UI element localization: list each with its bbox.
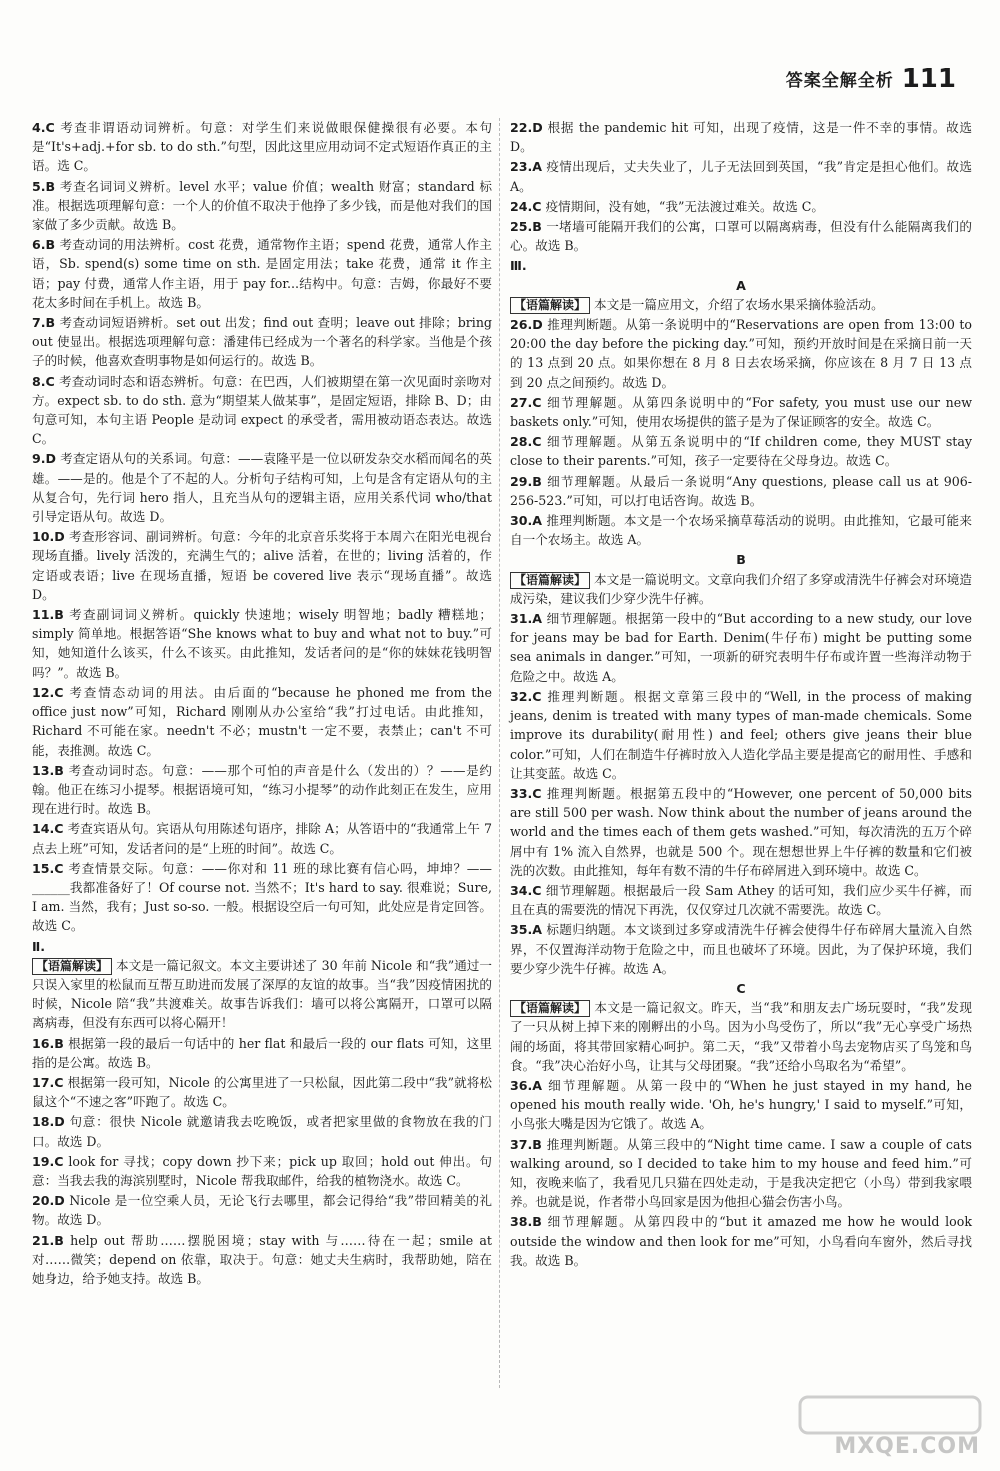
answer-explanation: 考查形容词、副词辨析。句意：今年的北京音乐奖将于本周六在阳光电视台现场直播。lively 活泼的，充满生气的；alive 活着，在世的；living 活着的，作定语或表语；live 在现场直播，短语 be covered live 表示“现场直播”。故选 D。: [32, 529, 492, 602]
answer-number: 20.D: [32, 1193, 65, 1209]
answer-item: [32, 1191, 492, 1229]
answer-explanation: 考查宾语从句。宾语从句用陈述句语序，排除 A；从答语中的“我通常上午 7 点去上班”可知，发话者问的是“上班的时间”。故选 C。: [32, 821, 492, 856]
answer-number: 17.C: [32, 1074, 64, 1090]
answer-item: [510, 432, 972, 470]
answer-number: 31.A: [510, 611, 543, 627]
page-number: 111: [901, 64, 956, 94]
passage-c-reading: 【语篇解读】 本文是一篇记叙文。昨天，当“我”和朋友去广场玩耍时，“我”发现了一只从树上掉下来的刚孵出的小鸟。因为小鸟受伤了，所以“我”无心享受广场热闹的场面，将其带回家精心呵护。第二天，“我”又带着小鸟去宠物店买了鸟笼和鸟食。“我”决心治好小鸟，让其与父母团聚。“我”还给小鸟取名为“希望”。: [510, 1000, 972, 1073]
answer-explanation: 疫情出现后，丈夫失业了，儿子无法回到英国，“我”肯定是担心他们。故选 A。: [510, 159, 972, 194]
answer-number: 33.C: [510, 785, 542, 801]
answer-explanation: help out 帮助……摆脱困境；stay with 与……待在一起；smile at 对……微笑；depend on 依靠，取决于。句意：她丈夫生病时，我帮助她，陪在她身边，给予她支持。故选 B。: [32, 1232, 492, 1286]
reading-tag: 【语篇解读】: [32, 958, 112, 975]
answer-item: [32, 235, 492, 312]
answer-number: 24.C: [510, 198, 542, 214]
answer-number: 36.A: [510, 1077, 543, 1093]
answer-item: [510, 217, 972, 255]
answer-item: [510, 393, 972, 431]
right-column: [510, 118, 972, 1271]
answer-number: 38.B: [510, 1214, 542, 1230]
answer-item: [32, 527, 492, 604]
answer-explanation: 细节理解题。根据第一段中的“But according to a new study, our love for jeans may be bad for Earth. Denim(牛仔布) might be putting some sea animals in danger.”可知，一项新的研究表明牛仔布或许置一些海洋动物于危险之中。故选 A。: [510, 611, 972, 684]
answer-number: 27.C: [510, 394, 542, 410]
passage-c-letter: C: [736, 980, 746, 996]
answer-explanation: 根据第一段可知，Nicole 的公寓里进了一只松鼠，因此第二段中“我”就将松鼠这个“不速之客”吓跑了。故选 C。: [32, 1074, 492, 1110]
answer-item: [510, 118, 972, 156]
answer-number: 8.C: [32, 373, 55, 389]
answer-explanation: 推理判断题。根据第五段中的“However, one percent of 50,000 bits are still 500 per wash. Now think about the number of jeans around the world and the times each of them gets washed.”可知，每次清洗的五万个碎屑中有 1% 流入自然界，也就是 500 个。现在想想世界上牛仔裤的数量和它们被洗的次数。由此推知，每年有数不清的牛仔布碎屑进入到环境中。故选 C。: [510, 785, 972, 878]
answer-item: [32, 1112, 492, 1150]
answer-item: [32, 177, 492, 235]
answer-number: 4.C: [32, 120, 55, 135]
answer-number: 35.A: [510, 922, 543, 938]
answer-explanation: 考查情景交际。句意：——你对和 11 班的球比赛有信心吗，坤坤？——______我都准备好了！Of course not. 当然不；It's hard to say. 很难说；Sure, I am. 当然，我有；Just so-so. 一般。根据设空后一句可知，此处应是肯定回答。故选 C。: [32, 860, 492, 934]
answer-number: 23.A: [510, 159, 543, 175]
answer-item: [510, 157, 972, 195]
section-two-reading: 【语篇解读】 本文是一篇记叙文。本文主要讲述了 30 年前 Nicole 和“我”通过一只误入家里的松鼠而互帮互助进而发展了深厚的友谊的故事。当“我”因疫情困扰的时候，Nicole 陪“我”共渡难关。故事告诉我们：墙可以将公寓隔开，口罩可以隔离病毒，但没有东西可以将心隔开！: [32, 957, 492, 1031]
answer-item: [32, 859, 492, 936]
answer-item: [510, 1212, 972, 1270]
left-column: [32, 118, 492, 1289]
answer-explanation: 根据 the pandemic hit 可知，出现了疫情，这是一件不幸的事情。故选 D。: [510, 120, 972, 155]
answer-explanation: 一堵墙可能隔开我们的公寓，口罩可以隔离病毒，但没有什么能隔离我们的心。故选 B。: [510, 219, 972, 254]
answer-number: 16.B: [32, 1035, 64, 1051]
answer-explanation: 细节理解题。从第一段中的“When he just stayed in my hand, he opened his mouth really wide. 'Oh, he's hungry,' I said to myself.”可知，小鸟张大嘴是因为它饿了。故选 A。: [510, 1077, 972, 1132]
answer-explanation: 考查情态动词的用法。由后面的“because he phoned me from the office just now”可知，Richard 刚刚从办公室给“我”打过电话。由此推知，Richard 不可能在家。needn't 不必；mustn't 一定不要，表禁止；can't 不可能，表推测。故选 C。: [32, 684, 492, 758]
column-divider: [499, 118, 500, 1388]
answer-item: [32, 1073, 492, 1111]
passage-b-letter: B: [736, 552, 746, 568]
reading-tag: 【语篇解读】: [510, 1000, 590, 1017]
answer-item: [510, 1076, 972, 1134]
answer-explanation: 细节理解题。根据最后一段 Sam Athey 的话可知，我们应少买牛仔裤，而且在真的需要洗的情况下再洗，仅仅穿过几次就不需要洗。故选 C。: [510, 882, 972, 918]
answer-item: [510, 609, 972, 686]
answer-item: [32, 605, 492, 682]
answer-number: 26.D: [510, 317, 543, 333]
answer-item: [32, 118, 492, 176]
answer-explanation: 标题归纳题。本文谈到过多穿或清洗牛仔裤会使得牛仔布碎屑大量流入自然界，不仅置海洋动物于危险之中，而且也破坏了环境。因此，为了保护环境，我们要少穿少洗牛仔裤。故选 A。: [510, 922, 972, 976]
answer-item: [32, 313, 492, 371]
answer-explanation: 考查副词词义辨析。quickly 快速地；wisely 明智地；badly 糟糕地；simply 简单地。根据答语“She knows what to buy and what not to buy.”可知，她知道什么该买，什么不该买。由此推知，发话者问的是“你的妹妹花钱明智吗？”。故选 B。: [32, 607, 492, 680]
passage-a-letter: A: [736, 277, 746, 293]
answer-explanation: 考查动词时态和语态辨析。句意：在巴西，人们被期望在第一次见面时亲吻对方。expect sb. to do sth. 意为“期望某人做某事”，是固定短语，排除 B、D；由句意可知，本句主语 People 是动词 expect 的承受者，需用被动语态表达。故选 C。: [32, 373, 492, 447]
answer-item: [510, 315, 972, 392]
answer-number: 12.C: [32, 684, 64, 700]
answer-number: 5.B: [32, 178, 56, 194]
answer-explanation: look for 寻找；copy down 抄下来；pick up 取回；hold out 伸出。句意：当我去我的海滨别墅时，Nicole 帮我取邮件，给我的植物浇水。故选 C。: [32, 1153, 492, 1188]
answer-item: [32, 683, 492, 760]
answer-explanation: 考查动词的用法辨析。cost 花费，通常物作主语；spend 花费，通常人作主语，Sb. spend(s) some time on sth. 是固定用法；take 花费，通常 it 作主语；pay 付费，通常人作主语，用于 pay for...结构中。句意：吉姆，你最好不要花太多时间在手机上。故选 B。: [32, 237, 492, 310]
answer-explanation: 句意：很快 Nicole 就邀请我去吃晚饭，或者把家里做的食物放在我的门口。故选 D。: [32, 1114, 492, 1149]
header-title: 答案全解全析: [785, 71, 894, 91]
answer-number: 30.A: [510, 513, 543, 529]
answer-explanation: 疫情期间，没有她，“我”无法渡过难关。故选 C。: [545, 198, 824, 214]
answer-item: [32, 449, 492, 526]
section-two-heading: Ⅱ.: [32, 938, 46, 954]
passage-b-reading: 【语篇解读】 本文是一篇说明文。文章向我们介绍了多穿或清洗牛仔裤会对环境造成污染，建议我们少穿少洗牛仔裤。: [510, 571, 972, 606]
answer-item: [32, 1152, 492, 1190]
answer-number: 9.D: [32, 451, 57, 467]
answer-explanation: 细节理解题。从最后一条说明“Any questions, please call us at 906-256-523.”可知，可以打电话咨询。故选 B。: [510, 473, 972, 508]
answer-number: 13.B: [32, 762, 64, 778]
answer-number: 29.B: [510, 473, 542, 489]
answer-number: 7.B: [32, 315, 56, 331]
answer-number: 28.C: [510, 434, 542, 450]
answer-number: 37.B: [510, 1136, 542, 1152]
answer-number: 25.B: [510, 219, 542, 235]
answer-number: 18.D: [32, 1114, 65, 1130]
answer-item: [32, 1034, 492, 1072]
reading-tag: 【语篇解读】: [510, 297, 590, 314]
answer-explanation: 考查动词时态。句意：——那个可怕的声音是什么（发出的）？——是约翰。他正在练习小提琴。根据语境可知，“练习小提琴”的动作此刻正在发生，应用现在进行时。故选 B。: [32, 762, 493, 817]
section-three-heading: Ⅲ.: [510, 258, 527, 274]
answer-item: [32, 761, 492, 819]
answer-explanation: 考查名词词义辨析。level 水平；value 价值；wealth 财富；standard 标准。根据选项理解句意：一个人的价值不取决于他挣了多少钱，而是他对我们的国家做了多少贡献。故选 B。: [32, 178, 492, 233]
answer-item: [32, 372, 492, 449]
page-header: [786, 66, 956, 92]
answer-number: 15.C: [32, 860, 64, 876]
answer-item: [510, 687, 972, 783]
answer-number: 22.D: [510, 120, 543, 135]
answer-item: [510, 784, 972, 880]
answer-explanation: 推理判断题。从第一条说明中的“Reservations are open from 13:00 to 20:00 the day before the picking day.”可知，预约开放时间是在采摘日前一天的 13 点到 20 点。如果你想在 8 月 8 日去农场采摘，你应该在 8 月 7 日 13 点到 20 点之间预约。故选 D。: [510, 317, 972, 390]
answer-explanation: 细节理解题。从第四条说明中的“For safety, you must use our new baskets only.”可知，使用农场提供的篮子是为了保证顾客的安全。故选 C。: [510, 394, 972, 430]
answer-item: [510, 920, 972, 978]
passage-a-reading: 【语篇解读】 本文是一篇应用文，介绍了农场水果采摘体验活动。: [510, 295, 972, 314]
answer-number: 6.B: [32, 237, 56, 253]
answer-number: 14.C: [32, 821, 64, 837]
answer-explanation: 细节理解题。从第四段中的“but it amazed me how he would look outside the window and then look for me”可知，小鸟看向车窗外，然后寻找我。故选 B。: [510, 1214, 972, 1268]
answer-number: 32.C: [510, 688, 542, 704]
watermark-text: MXQE.COM: [834, 1434, 980, 1459]
answer-explanation: 根据第一段的最后一句话中的 her flat 和最后一段的 our flats 可知，这里指的是公寓。故选 B。: [32, 1035, 492, 1070]
answer-item: [510, 472, 972, 510]
answer-number: 21.B: [32, 1232, 64, 1248]
watermark-logo: [796, 1393, 986, 1463]
answer-explanation: Nicole 是一位空乘人员，无论飞行去哪里，都会记得给“我”带回精美的礼物。故选 D。: [32, 1193, 492, 1228]
answer-explanation: 推理判断题。根据文章第三段中的“Well, in the process of making jeans, denim is treated with many types of man-made chemicals. Some improve its durability(耐用性) and feel; others give jeans their blue color.”可知，人们在制造牛仔裤时放入人造化学品主要是提高它的耐用性、手感和让其变蓝。故选 C。: [510, 688, 972, 781]
answer-number: 11.B: [32, 607, 64, 623]
answer-explanation: 考查非谓语动词辨析。句意：对学生们来说做眼保健操很有必要。本句是“It's+adj.+for sb. to do sth.”句型，因此这里应用动词不定式短语作真正的主语。选 C。: [32, 120, 492, 174]
answer-explanation: 考查动词短语辨析。set out 出发；find out 查明；leave out 排除；bring out 使显出。根据选项理解句意：潘建伟已经成为一个著名的科学家。当他是个孩子的时候，他喜欢查明事物是如何运行的。故选 B。: [32, 315, 492, 369]
answer-explanation: 考查定语从句的关系词。句意：——袁隆平是一位以研发杂交水稻而闻名的英雄。——是的。他是个了不起的人。分析句子结构可知，上句是含有定语从句的主从复合句，先行词 hero 指人，且充当从句的逻辑主语，应用关系代词 who/that 引导定语从句。故选 D。: [32, 451, 492, 525]
answer-explanation: 推理判断题。本文是一个农场采摘草莓活动的说明。由此推知，它最可能来自一个农场主。故选 A。: [510, 513, 972, 548]
answer-number: 19.C: [32, 1153, 64, 1169]
answer-explanation: 推理判断题。从第三段中的“Night time came. I saw a couple of cats walking around, so I decided to take him to my house and feed him.”可知，夜晚来临了，我看见几只猫在四处走动，于是我决定把它（小鸟）带到我家喂养。也就是说，作者带小鸟回家是因为他担心猫会伤害小鸟。: [510, 1136, 972, 1210]
answer-explanation: 细节理解题。从第五条说明中的“If children come, they MUST stay close to their parents.”可知，孩子一定要待在父母身边。故选 C。: [510, 434, 972, 469]
reading-tag: 【语篇解读】: [510, 572, 590, 589]
answer-item: [510, 197, 972, 216]
answer-number: 34.C: [510, 882, 542, 898]
answer-item: [32, 1231, 492, 1289]
answer-item: [510, 881, 972, 919]
answer-number: 10.D: [32, 529, 65, 545]
answer-item: [510, 511, 972, 549]
answer-item: [510, 1135, 972, 1212]
answer-item: [32, 819, 492, 857]
